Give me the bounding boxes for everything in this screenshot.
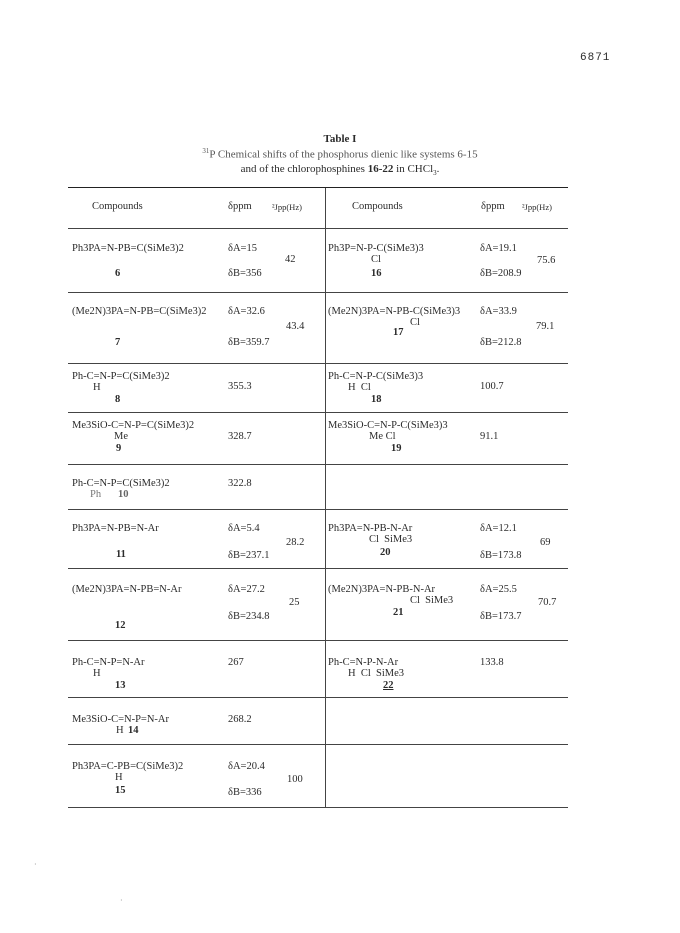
- compound-substituent: H: [115, 772, 123, 783]
- delta-a: δA=25.5: [480, 584, 517, 595]
- compound-substituent: H: [116, 725, 124, 736]
- delta-a: δA=15: [228, 243, 257, 254]
- row-divider: [68, 464, 568, 465]
- compound-substituent: H: [93, 668, 101, 679]
- compound-formula: Ph3P=N-P-C(SiMe3)3: [328, 243, 424, 254]
- delta-b: δB=234.8: [228, 611, 270, 622]
- delta-a: δA=12.1: [480, 523, 517, 534]
- row-divider: [68, 509, 568, 510]
- compound-substituent: H: [93, 382, 101, 393]
- compound-number: 15: [115, 785, 126, 796]
- row-divider: [68, 412, 568, 413]
- compound-number: 9: [116, 443, 122, 454]
- compound-formula: Ph3PA=N-PB=C(SiMe3)2: [72, 243, 184, 254]
- table-header-rule: [68, 228, 568, 229]
- coupling-constant: 100: [287, 774, 303, 785]
- compound-formula: Ph-C=N-P=N-Ar: [72, 657, 145, 668]
- compound-number: 8: [115, 394, 121, 405]
- table-caption-line-1: [0, 147, 680, 161]
- page-number: 6871: [580, 52, 611, 64]
- delta-a: δA=33.9: [480, 306, 517, 317]
- coupling-constant: 79.1: [536, 321, 555, 332]
- coupling-constant: 28.2: [286, 537, 305, 548]
- compound-number: 20: [380, 547, 391, 558]
- delta-value: 100.7: [480, 381, 504, 392]
- delta-b: δB=356: [228, 268, 262, 279]
- coupling-constant: 75.6: [537, 255, 556, 266]
- delta-a: δA=27.2: [228, 584, 265, 595]
- table-top-rule: [68, 187, 568, 188]
- caption-line-2-bold: 16-22: [367, 163, 394, 175]
- delta-value: 267: [228, 657, 244, 668]
- compound-formula: (Me2N)3PA=N-PB-N-Ar: [328, 584, 436, 595]
- compound-number: 6: [115, 268, 121, 279]
- compound-substituent: Me: [114, 431, 128, 442]
- row-divider: [68, 568, 568, 569]
- delta-b: δB=212.8: [480, 337, 522, 348]
- compound-formula: (Me2N)3PA=N-PB-C(SiMe3)3: [328, 306, 461, 317]
- compound-substituent: Me Cl: [369, 431, 396, 442]
- compound-formula: (Me2N)3PA=N-PB=C(SiMe3)2: [72, 306, 207, 317]
- compound-substituent: Ph: [90, 489, 102, 500]
- row-divider: [68, 697, 568, 698]
- delta-b: δB=359.7: [228, 337, 270, 348]
- delta-a: δA=20.4: [228, 761, 265, 772]
- compound-number: 13: [115, 680, 126, 691]
- caption-superscript: 31: [202, 147, 210, 155]
- delta-a: δA=32.6: [228, 306, 265, 317]
- delta-a: δA=19.1: [480, 243, 517, 254]
- table-title: Table I: [323, 133, 357, 145]
- table-center-divider: [325, 188, 326, 808]
- compound-number: 12: [115, 620, 126, 631]
- compound-formula: Me3SiO-C=N-P-C(SiMe3)3: [328, 420, 448, 431]
- header-compounds-left: Compounds: [92, 201, 143, 212]
- compound-formula: Ph3PA=C-PB=C(SiMe3)2: [72, 761, 184, 772]
- compound-formula: Me3SiO-C=N-P=N-Ar: [72, 714, 170, 725]
- compound-number: 21: [393, 607, 404, 618]
- compound-number: 17: [393, 327, 404, 338]
- compound-number: 16: [371, 268, 382, 279]
- compound-formula: (Me2N)3PA=N-PB=N-Ar: [72, 584, 182, 595]
- caption-line-1-text: P Chemical shifts of the phosphorus dienic like systems 6-15: [209, 148, 478, 161]
- delta-b: δB=237.1: [228, 550, 270, 561]
- compound-substituent: Cl SiMe3: [369, 534, 413, 545]
- table-bottom-rule: [68, 807, 568, 808]
- scan-speck: ·: [120, 896, 123, 905]
- caption-line-2-post: in CHCl: [393, 163, 434, 175]
- table-caption-line-2: [0, 163, 680, 177]
- coupling-constant: 69: [540, 537, 551, 548]
- row-divider: [68, 292, 568, 293]
- delta-value: 328.7: [228, 431, 252, 442]
- compound-formula: Me3SiO-C=N-P=C(SiMe3)2: [72, 420, 195, 431]
- compound-number: 10: [118, 489, 129, 500]
- compound-formula: Ph3PA=N-PB=N-Ar: [72, 523, 159, 534]
- compound-number: 18: [371, 394, 382, 405]
- delta-b: δB=208.9: [480, 268, 522, 279]
- delta-value: 91.1: [480, 431, 499, 442]
- compound-number: 11: [116, 549, 126, 560]
- compound-substituent: H Cl SiMe3: [348, 668, 405, 679]
- header-dppm-right: δppm: [481, 201, 505, 212]
- compound-number: 7: [115, 337, 121, 348]
- compound-substituent: Cl SiMe3: [410, 595, 454, 606]
- coupling-constant: 25: [289, 597, 300, 608]
- compound-formula: Ph-C=N-P-C(SiMe3)3: [328, 371, 424, 382]
- delta-a: δA=5.4: [228, 523, 260, 534]
- scan-speck: ·: [34, 860, 37, 869]
- compound-formula: Ph3PA=N-PB-N-Ar: [328, 523, 413, 534]
- caption-line-2-sub: 3: [433, 169, 437, 178]
- delta-b: δB=173.7: [480, 611, 522, 622]
- row-divider: [68, 363, 568, 364]
- delta-b: δB=173.8: [480, 550, 522, 561]
- row-divider: [68, 744, 568, 745]
- delta-value: 355.3: [228, 381, 252, 392]
- compound-substituent: H Cl: [348, 382, 371, 393]
- delta-value: 268.2: [228, 714, 252, 725]
- header-jpp-left: ²Jpp(Hz): [272, 202, 302, 212]
- compound-number: 22: [383, 680, 394, 691]
- compound-number: 14: [128, 725, 139, 736]
- coupling-constant: 42: [285, 254, 296, 265]
- delta-value: 133.8: [480, 657, 504, 668]
- compound-number: 19: [391, 443, 402, 454]
- delta-b: δB=336: [228, 787, 262, 798]
- header-compounds-right: Compounds: [352, 201, 403, 212]
- caption-line-2-end: .: [436, 163, 440, 175]
- row-divider: [68, 640, 568, 641]
- compound-formula: Ph-C=N-P=C(SiMe3)2: [72, 371, 170, 382]
- compound-formula: Ph-C=N-P=C(SiMe3)2: [72, 478, 170, 489]
- coupling-constant: 70.7: [538, 597, 557, 608]
- header-dppm-left: δppm: [228, 201, 252, 212]
- header-jpp-right: ²Jpp(Hz): [522, 202, 552, 212]
- delta-value: 322.8: [228, 478, 252, 489]
- compound-formula: Ph-C=N-P-N-Ar: [328, 657, 399, 668]
- compound-substituent: Cl: [410, 317, 420, 328]
- caption-line-2-pre: and of the chlorophosphines: [240, 163, 368, 175]
- coupling-constant: 43.4: [286, 321, 305, 332]
- compound-substituent: Cl: [371, 254, 381, 265]
